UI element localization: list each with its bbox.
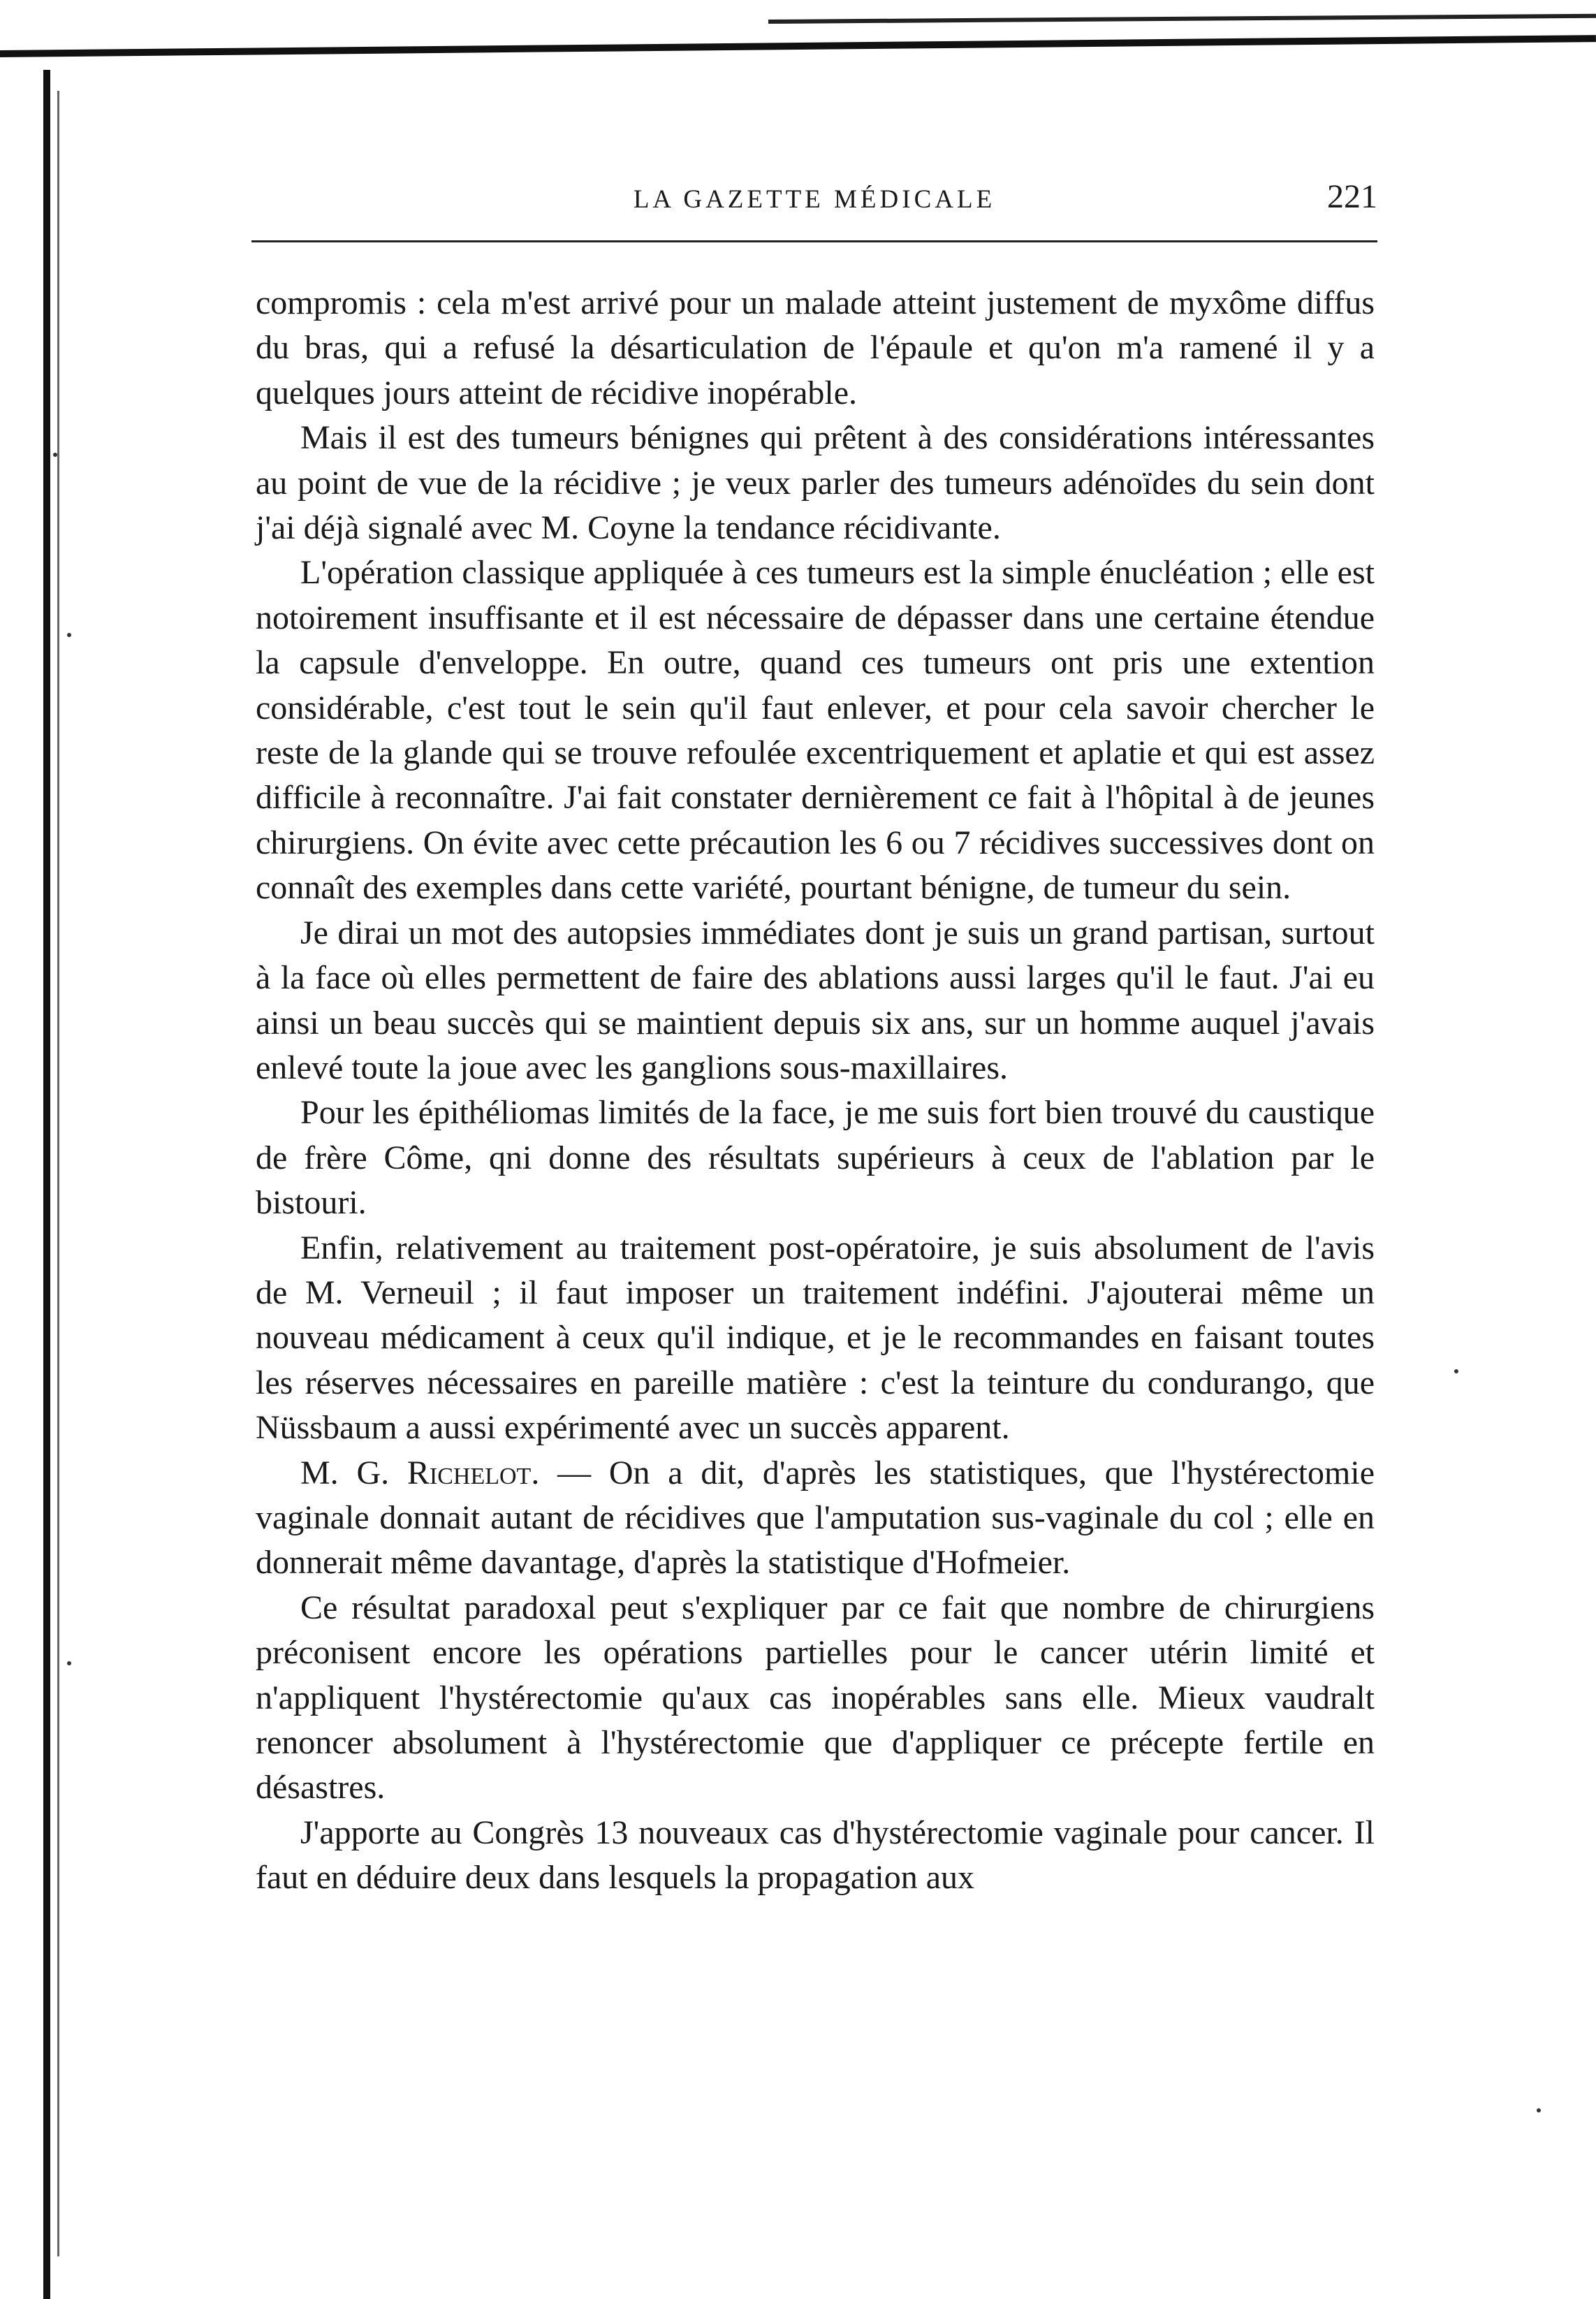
speaker-text: — On a dit, d'après les statistiques, que l'hystérectomie vaginale donnait autant de récidives que l'amputation sus-vaginale du col ; elle en donnerait même davantage, d'après la statistique d'Hofmeier. — [256, 1454, 1375, 1582]
paragraph: L'opération classique appliquée à ces tumeurs est la simple énucléation ; elle est notoirement insuffisante et il est nécessaire de dépasser dans une certaine étendue la capsule d'enveloppe. En outre, quand ces tumeurs ont pris une extention considérable, c'est tout le sein qu'il faut enlever, et pour cela savoir chercher le reste de la glande qui se trouve refoulée excentriquement et aplatie et qui est assez difficile à reconnaître. J'ai fait constater dernièrement ce fait à l'hôpital à de jeunes chirurgiens. On évite avec cette précaution les 6 ou 7 récidives successives dont on connaît des exemples dans cette variété, pourtant bénigne, de tumeur du sein. — [256, 554, 1375, 907]
scan-speck — [67, 1661, 71, 1665]
paragraph: compromis : cela m'est arrivé pour un malade atteint justement de myxôme diffus du bras, qui a refusé la désarticulation de l'épaule et qu'on m'a ramené il y a quelques jours atteint de récidive inopérable. — [256, 284, 1375, 411]
paragraph: Ce résultat paradoxal peut s'expliquer par ce fait que nombre de chirurgiens préconisent encore les opérations partielles pour le cancer utérin limité et n'appliquent l'hystérectomie qu'aux cas inopérables sans elle. Mieux vaudralt renoncer absolument à l'hystérectomie que d'appliquer ce précepte fertile en désastres. — [256, 1589, 1375, 1807]
scan-speck — [1454, 1369, 1458, 1373]
scan-border-top-thin — [768, 14, 1596, 24]
page-body — [256, 281, 1375, 1901]
header-rule — [251, 240, 1377, 242]
running-title: LA GAZETTE MÉDICALE — [633, 185, 996, 214]
speaker-name: M. G. Richelot. — [300, 1454, 540, 1491]
paragraph: Mais il est des tumeurs bénignes qui prêtent à des considérations intéressantes au point de vue de la récidive ; je veux parler des tumeurs adénoïdes du sein dont j'ai déjà signalé avec M. Coyne la tendance récidivante. — [256, 419, 1375, 547]
running-head — [251, 173, 1377, 229]
scan-border-left-thin — [57, 91, 59, 2256]
paragraph: J'apporte au Congrès 13 nouveaux cas d'hystérectomie vaginale pour cancer. Il faut en déduire deux dans lesquels la propagation aux — [256, 1813, 1375, 1897]
scan-border-left — [43, 70, 50, 2299]
paragraph-richelot — [256, 1451, 1375, 1586]
paragraph: Pour les épithéliomas limités de la face, je me suis fort bien trouvé du caustique de frère Côme, qni donne des résultats supérieurs à ceux de l'ablation par le bistouri. — [256, 1094, 1375, 1222]
paragraph: Enfin, relativement au traitement post-opératoire, je suis absolument de l'avis de M. Verneuil ; il faut imposer un traitement indéfini. J'ajouterai même un nouveau médicament à ceux qu'il indique, et je le recommandes en faisant toutes les réserves nécessaires en pareille matière : c'est la teinture du condurango, que Nüssbaum a aussi expérimenté avec un succès apparent. — [256, 1229, 1375, 1447]
paragraph: Je dirai un mot des autopsies immédiates dont je suis un grand partisan, surtout à la face où elles permettent de faire des ablations aussi larges qu'il le faut. J'ai eu ainsi un beau succès qui se maintient depuis six ans, sur un homme auquel j'avais enlevé toute la joue avec les ganglions sous-maxillaires. — [256, 914, 1375, 1086]
scan-speck — [1537, 2108, 1541, 2112]
scan-speck — [67, 633, 71, 637]
scan-border-top — [0, 35, 1596, 57]
scan-speck — [53, 453, 57, 457]
page-number: 221 — [1327, 178, 1377, 215]
